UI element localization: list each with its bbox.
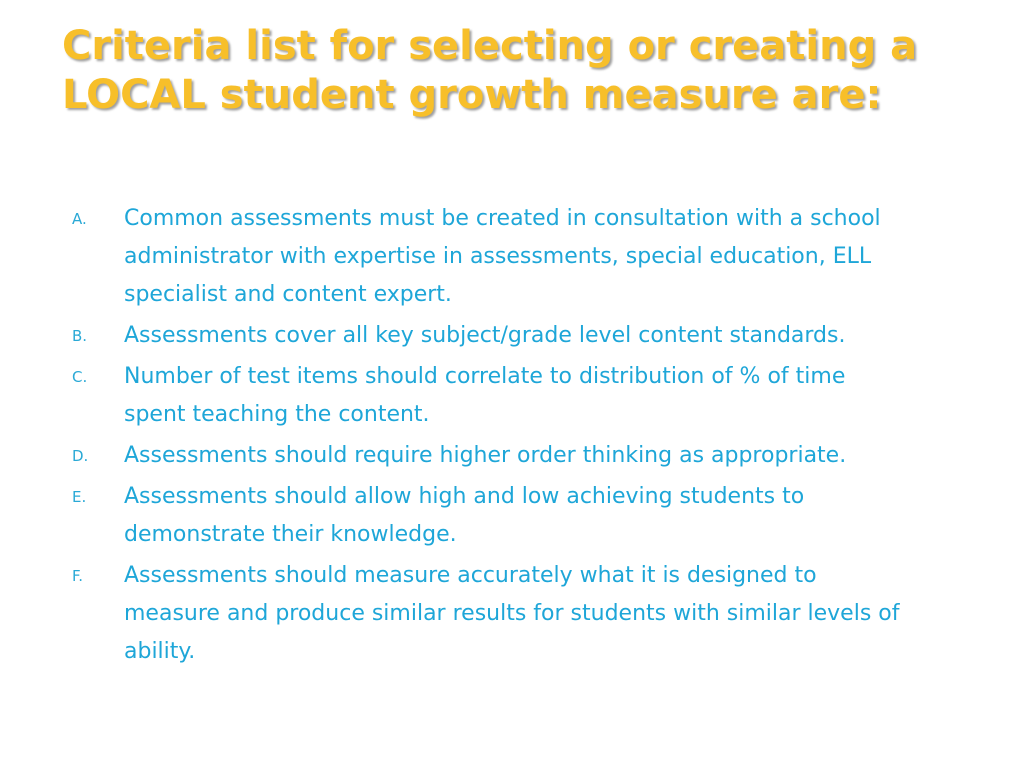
list-marker: B. [72, 327, 88, 345]
list-marker: C. [72, 368, 88, 386]
criteria-text: Assessments cover all key subject/grade level content standards. [124, 323, 846, 348]
criteria-item-e [72, 478, 902, 554]
list-marker: A. [72, 210, 87, 228]
criteria-text: Assessments should require higher order thinking as appropriate. [124, 443, 847, 468]
criteria-item-c [72, 358, 902, 434]
criteria-text: Number of test items should correlate to distribution of % of time spent teaching the content. [124, 364, 846, 427]
criteria-item-b [72, 317, 902, 355]
criteria-list [72, 200, 902, 674]
criteria-text: Assessments should measure accurately what it is designed to measure and produce similar results for students with similar levels of ability. [124, 563, 900, 664]
slide-title: Criteria list for selecting or creating a LOCAL student growth measure are: [62, 23, 918, 118]
list-marker: F. [72, 567, 83, 585]
criteria-text: Common assessments must be created in consultation with a school administrator with expertise in assessments, special education, ELL specialist and content expert. [124, 206, 881, 307]
criteria-item-d [72, 437, 902, 475]
list-marker: D. [72, 447, 89, 465]
criteria-item-a [72, 200, 902, 314]
list-marker: E. [72, 488, 87, 506]
criteria-text: Assessments should allow high and low achieving students to demonstrate their knowledge. [124, 484, 805, 547]
criteria-item-f [72, 557, 902, 671]
